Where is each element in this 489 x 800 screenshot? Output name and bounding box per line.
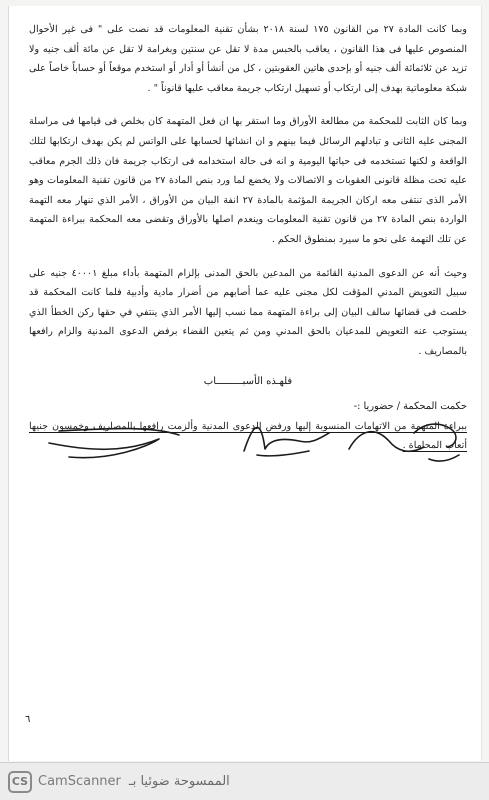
judgment-text [29,20,467,456]
scanned-by-text: الممسوحة ضوئيا بـ [128,774,230,789]
paragraph-civil-claim: وحيث أنه عن الدعوى المدنية القائمة من المدعين بالحق المدنى بإلزام المتهمة بأداء مبلغ ٤٠٠٠١ جنيه على سبيل التعويض المدني المؤقت لكل مجنى عليه عما أصابهم من أضرار مادية وأدبية فلما كانت المحكمة قد خلصت فى قضائها سالف البيان إلى براءة المتهمة مما نسب إليها الأمر الذي ينتفي في حقها ركن الخطأ الذي يستوجب عنه التعويض للمدعيان بالحق المدني ومن ثم يتعين القضاء برفض الدعوى المدنية والزام رافعها بالمصاريف . [29,267,467,357]
paragraph-court-findings: وبما كان الثابت للمحكمة من مطالعة الأوراق وما استقر بها ان فعل المتهمة كان بخلص فى قيامها فى مراسلة المجنى عليه الثانى و تبادلهم الرسائل فيما بينهم و ان انشائها لحسابها على الواتس لم يكن بهدف ارتكابها لتلك الواقعة و لكنها تستخدمه فى حياتها اليومية و انه فى حالة استخدامه فى ارتكاب جريمة فان ذلك الجرم معاقب عليه تحت مظلة قانونى العقوبات و الاتصالات ولا يخضع لما ورد بنص المادة ٢٧ من قانون تقنية المعلومات وهو الأمر الذى تنتفى معه اركان الجريمة المؤثمة بالمادة ٢٧ انفة البيان من الأوراق ، الأمر الذي تنهار معه التهمة الواردة بنص المادة ٢٧ من قانون تقنية المعلومات وينعدم اصلها بالأوراق وتقضى معه المحكمة ببراءة المتهمة عن تلك التهمة على نحو ما سيرد بمنطوق الحكم . [29,116,468,245]
paragraph-article-27: وبما كانت المادة ٢٧ من القانون ١٧٥ لسنة ٢٠١٨ بشأن تقنية المعلومات قد نصت على " فى غير الأحوال المنصوص عليها فى هذا القانون ، يعاقب بالحبس مدة لا تقل عن سنتين وبغرامة لا تقل عن مائة ألف جنيه ولا تزيد عن ثلاثمائة ألف جنيه أو بإحدى هاتين العقوبتين ، كل من أنشأ أو أدار أو استخدم موقعاً أو حساباً خاصاً على شبكة معلوماتية بهدف إلى ارتكاب أو تسهيل ارتكاب جريمة معاقب عليها قانوناً " . [29,24,467,94]
page-number: ٦ [25,714,31,725]
signature-middle [244,427,329,455]
verdict-text: ببراءة المتهمة من الاتهامات المنسوبة إليها ورفض الدعوى المدنية وألزمت رافعها بالمصاريف وخمسون جنيها أتعاب المحاماة . [29,420,467,452]
signature-left [49,429,179,458]
scanner-footer [0,762,489,800]
camscanner-brand: CamScanner [38,774,121,789]
reasons-heading: فلهـذه الأسبـــــــــاب [203,375,293,387]
camscanner-logo-icon: CS [8,771,32,793]
document-page [8,6,482,761]
verdict-label: حكمت المحكمة / حضوريا :- [353,401,467,413]
signature-right [349,424,459,461]
signatures [29,411,479,476]
